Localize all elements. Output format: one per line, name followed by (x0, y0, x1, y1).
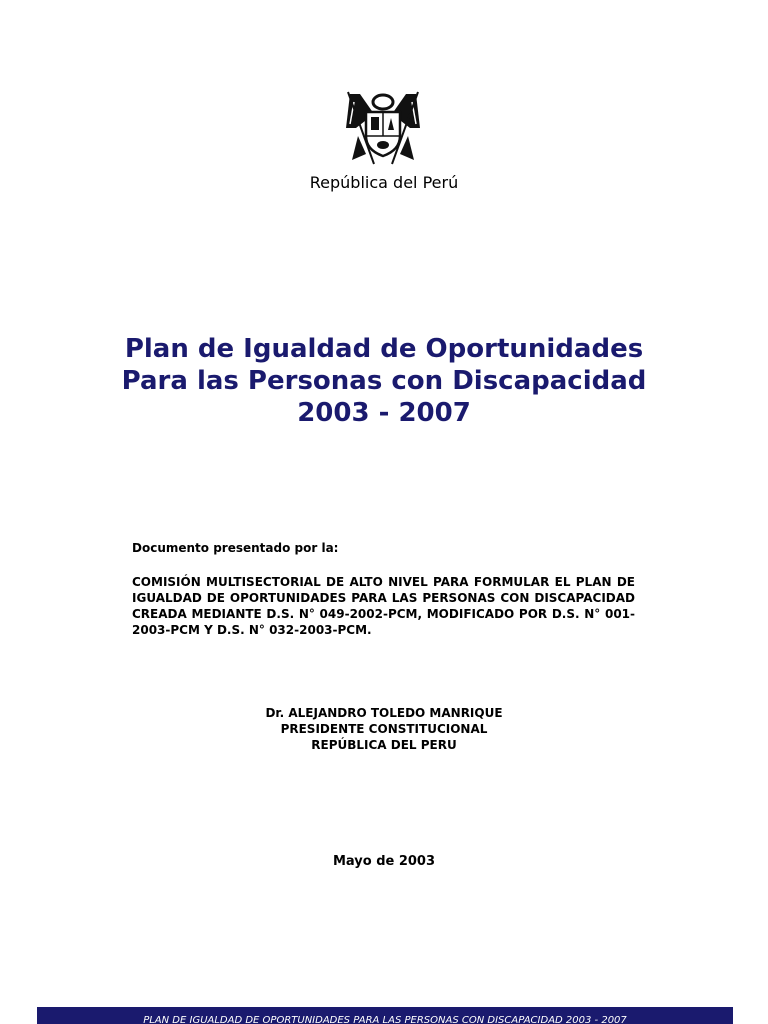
footer-text: PLAN DE IGUALDAD DE OPORTUNIDADES PARA LAS PERSONAS CON DISCAPACIDAD 2003 - 2007 (143, 1015, 627, 1024)
signatory-name: Dr. ALEJANDRO TOLEDO MANRIQUE (265, 706, 503, 720)
peru-coat-of-arms-icon (344, 88, 422, 168)
commission-text: COMISIÓN MULTISECTORIAL DE ALTO NIVEL PARA FORMULAR EL PLAN DE IGUALDAD DE OPORTUNIDADES PARA LAS PERSONAS CON DISCAPACIDAD CREADA MEDIANTE D.S. N° 049-2002-PCM, MODIFICADO POR D.S. N° 001-2003-PCM Y D.S. N° 032-2003-PCM. (132, 575, 635, 637)
document-title (0, 333, 768, 429)
signature-block (0, 705, 768, 753)
country-name: República del Perú (309, 173, 459, 192)
title-line-2: Para las Personas con Discapacidad (121, 366, 647, 396)
document-date: Mayo de 2003 (332, 854, 436, 869)
presented-by-label: Documento presentado por la: (132, 541, 339, 555)
title-years: 2003 - 2007 (297, 398, 471, 428)
footer-banner (37, 1007, 733, 1024)
title-line-1: Plan de Igualdad de Oportunidades (124, 334, 644, 364)
signatory-country: REPÚBLICA DEL PERU (311, 738, 457, 752)
signatory-role: PRESIDENTE CONSTITUCIONAL (280, 722, 488, 736)
